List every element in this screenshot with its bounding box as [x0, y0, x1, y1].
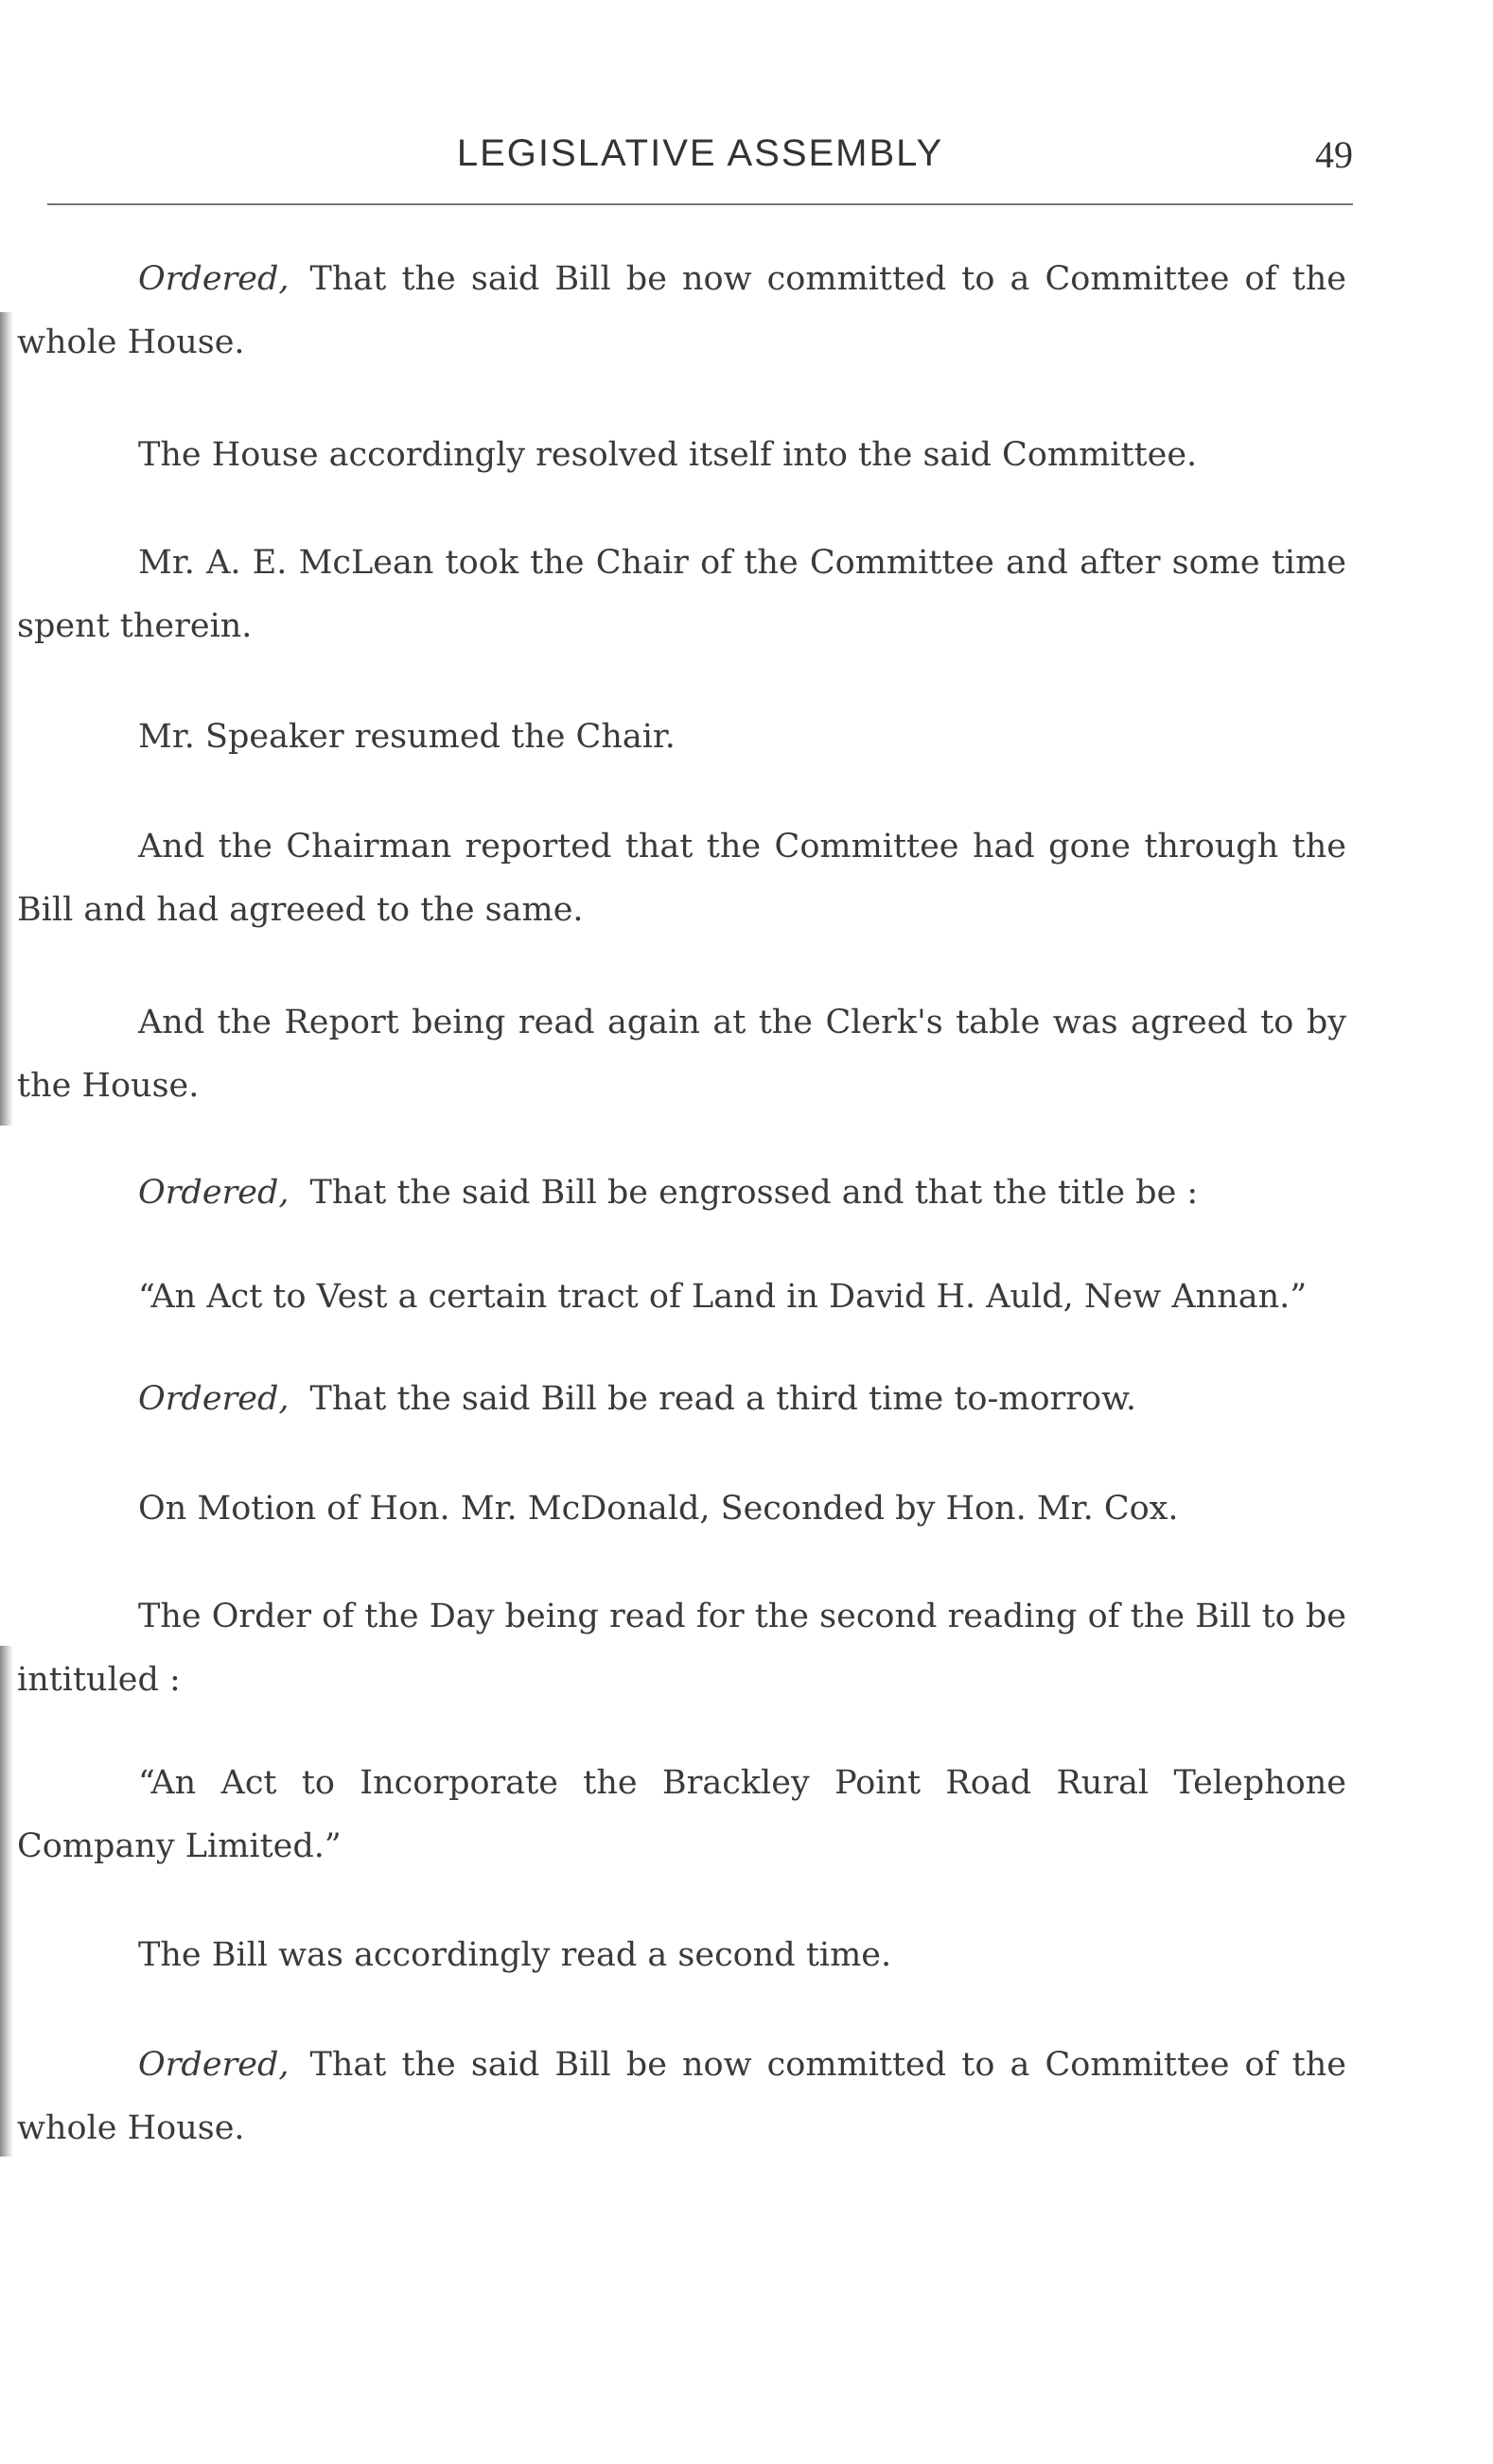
paragraph	[17, 1752, 1346, 1879]
paragraph	[17, 1924, 1346, 1987]
paragraph-text: The Bill was accordingly read a second time.	[138, 1936, 892, 1974]
paragraph	[17, 1162, 1346, 1225]
paragraph	[17, 706, 1346, 769]
paragraph-lead: Ordered,	[138, 2046, 290, 2084]
paragraph-text: And the Report being read again at the Clerk's table was agreed to by the House.	[17, 1004, 1346, 1105]
paragraph-text: Mr. A. E. McLean took the Chair of the Committee and after some time spent therein.	[17, 544, 1346, 645]
paragraph	[17, 2034, 1346, 2160]
paragraph-text: “An Act to Vest a certain tract of Land in David H. Auld, New Annan.”	[138, 1278, 1308, 1316]
paragraph-lead: Ordered,	[138, 1380, 290, 1418]
header-rule	[47, 203, 1353, 205]
paragraph-text: “An Act to Incorporate the Brackley Point Road Rural Telephone Company Limited.”	[17, 1764, 1346, 1865]
paragraph	[17, 991, 1346, 1118]
paragraph	[17, 1585, 1346, 1712]
paragraph-lead: Ordered,	[138, 1174, 290, 1212]
paragraph	[17, 1477, 1346, 1541]
paragraph-lead: Ordered,	[138, 260, 290, 298]
paragraph-text: The Order of the Day being read for the second reading of the Bill to be intituled :	[17, 1598, 1346, 1699]
paragraph-text: The House accordingly resolved itself into the said Committee.	[138, 436, 1198, 474]
paragraph-text: That the said Bill be now committed to a Committee of the whole House.	[17, 2046, 1346, 2147]
paragraph-text: On Motion of Hon. Mr. McDonald, Seconded by Hon. Mr. Cox.	[138, 1490, 1179, 1528]
paragraph-text: That the said Bill be read a third time to-morrow.	[309, 1380, 1137, 1418]
binding-shadow	[0, 312, 13, 1126]
page-number: 49	[1315, 133, 1353, 176]
paragraph	[17, 1368, 1346, 1431]
paragraph	[17, 532, 1346, 658]
paragraph-text: And the Chairman reported that the Committee had gone through the Bill and had agreeed to the same.	[17, 828, 1346, 929]
paragraph	[17, 815, 1346, 942]
running-title: LEGISLATIVE ASSEMBLY	[456, 132, 944, 174]
page-header	[47, 132, 1353, 189]
paragraph-text: That the said Bill be now committed to a Committee of the whole House.	[17, 260, 1346, 361]
paragraph	[17, 1266, 1346, 1329]
binding-shadow	[0, 1646, 13, 2157]
paragraph-text: That the said Bill be engrossed and that the title be :	[309, 1174, 1199, 1212]
paragraph	[17, 248, 1346, 375]
paragraph	[17, 424, 1346, 487]
paragraph-text: Mr. Speaker resumed the Chair.	[138, 718, 676, 756]
